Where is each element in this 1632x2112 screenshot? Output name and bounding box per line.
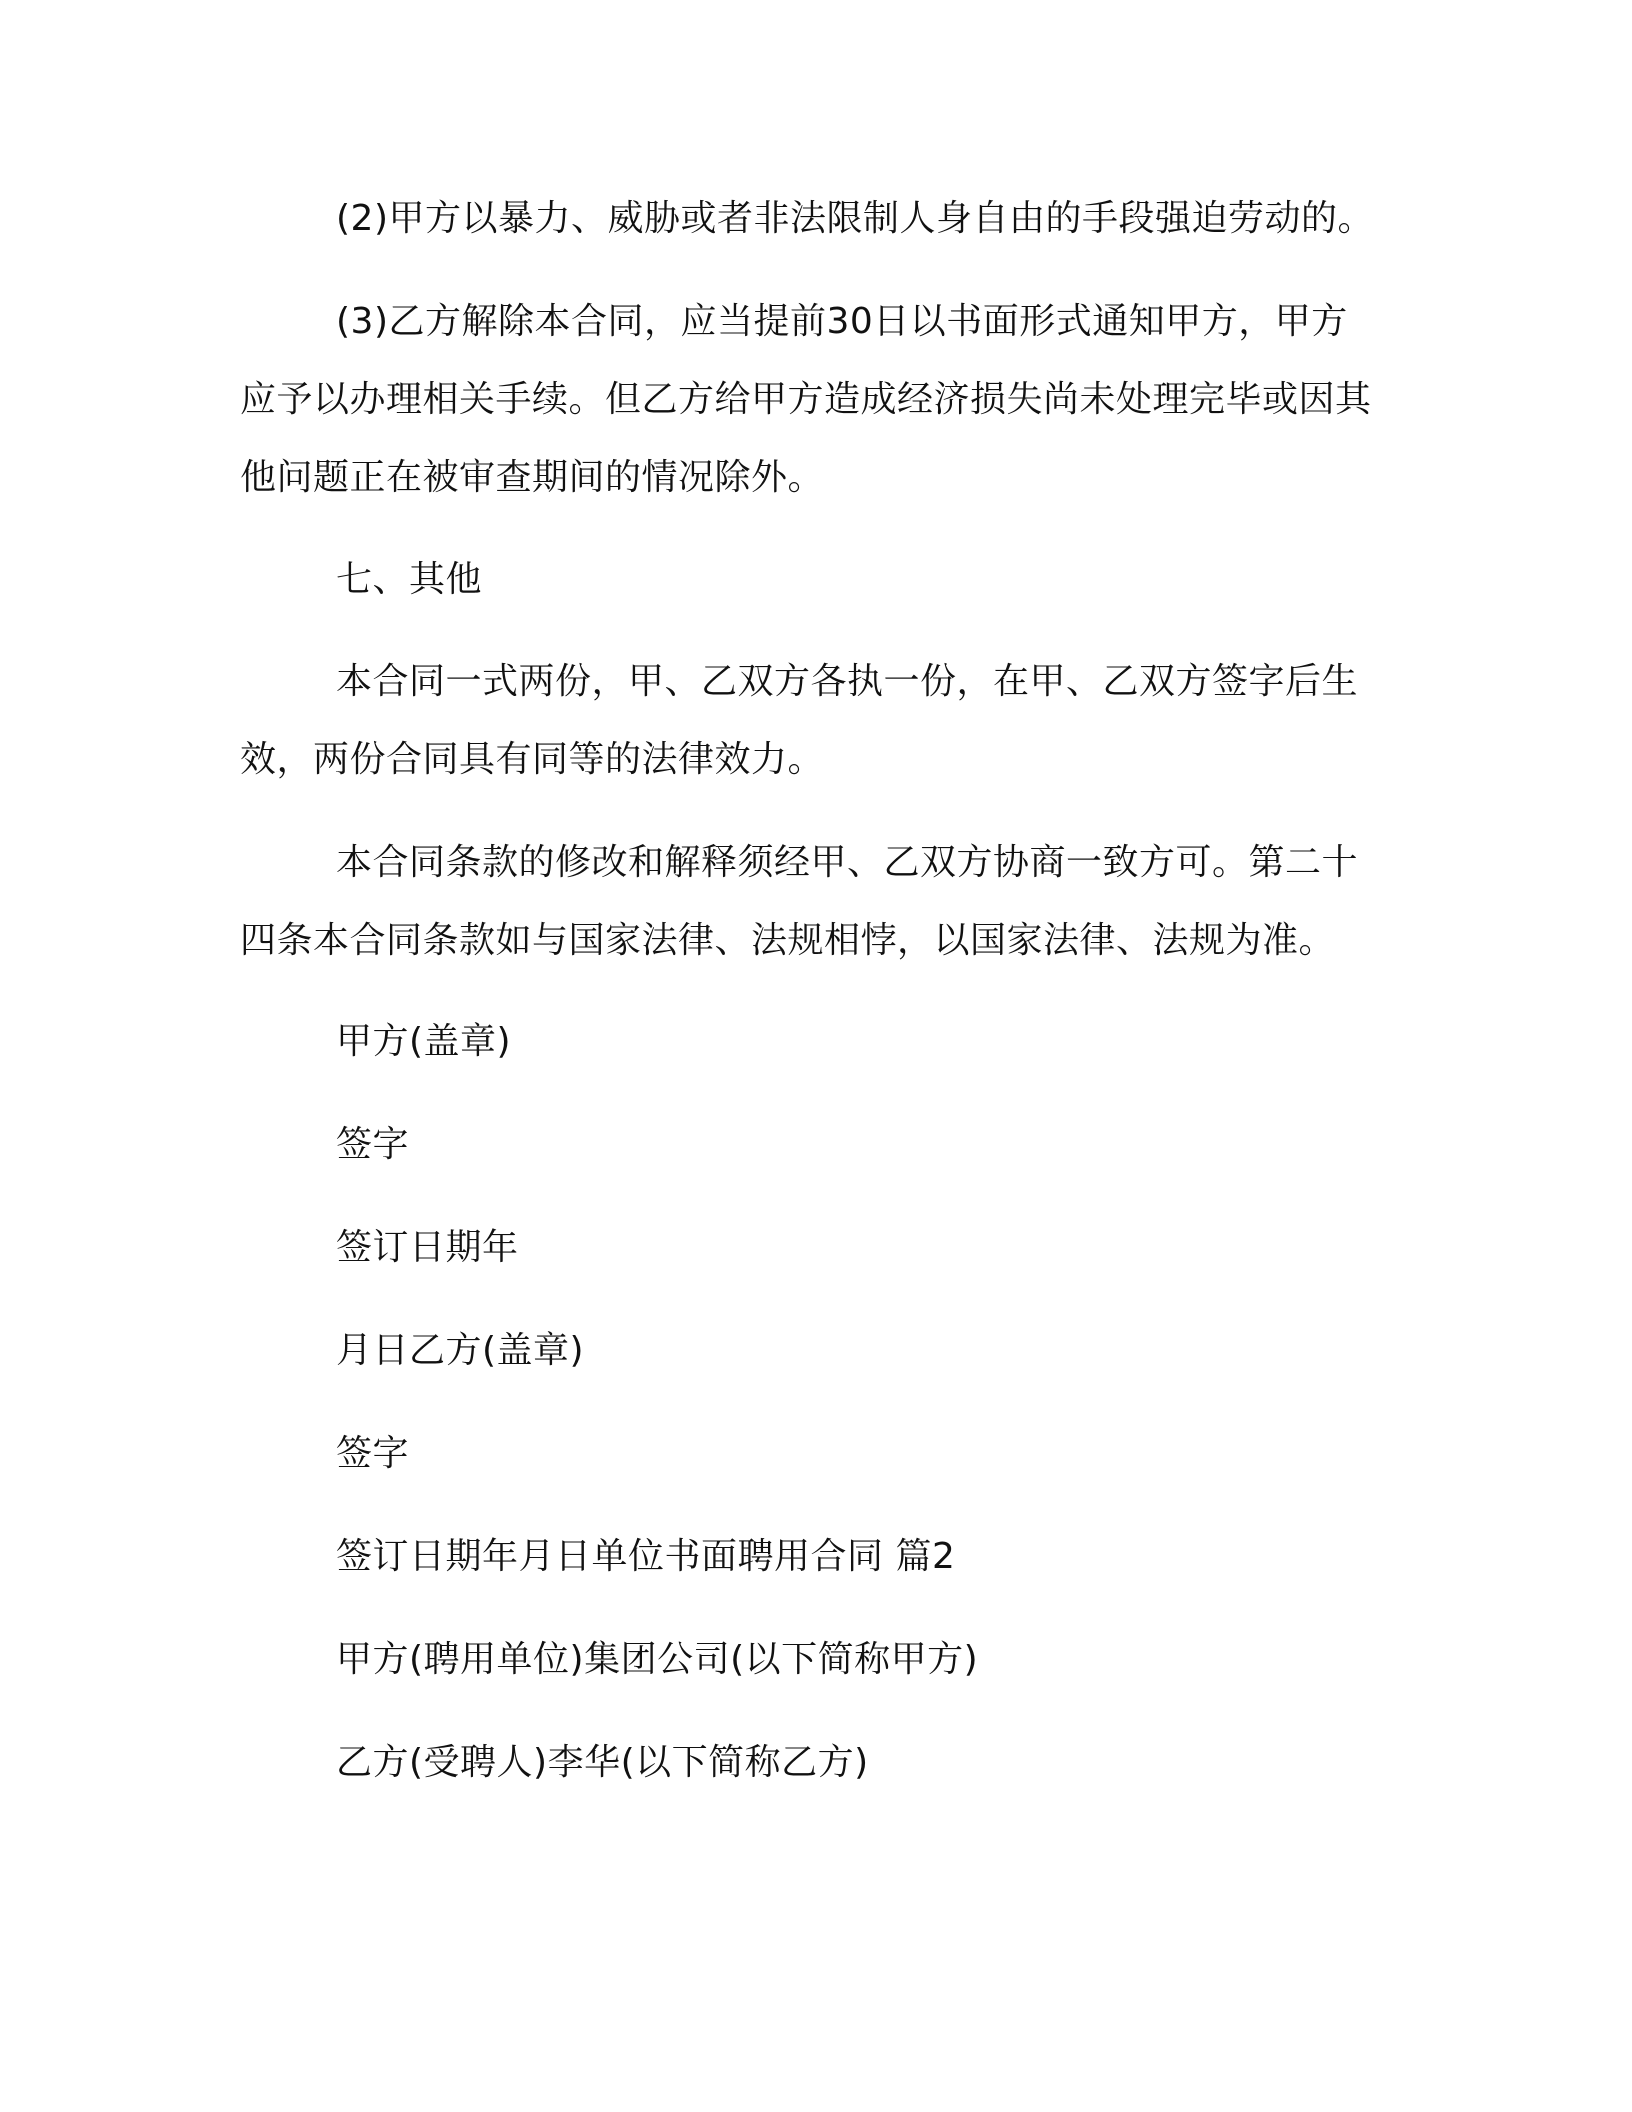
party-b-signature: 签字 bbox=[336, 1433, 410, 1474]
party-a-employer: 甲方(聘用单位)集团公司(以下简称甲方) bbox=[336, 1639, 979, 1680]
sign-date-and-next-contract-title: 签订日期年月日单位书面聘用合同 篇2 bbox=[336, 1536, 956, 1577]
paragraph-amendment: 本合同条款的修改和解释须经甲、乙双方协商一致方可。第二十四条本合同条款如与国家法律、法规相悖，以国家法律、法规为准。 bbox=[240, 842, 1359, 961]
party-b-seal: 月日乙方(盖章) bbox=[336, 1330, 585, 1371]
party-a-seal: 甲方(盖章) bbox=[336, 1021, 512, 1062]
party-a-signature: 签字 bbox=[336, 1124, 410, 1165]
paragraph-clause-3: (3)乙方解除本合同，应当提前30日以书面形式通知甲方，甲方应予以办理相关手续。但乙方给甲方造成经济损失尚未处理完毕或因其他问题正在被审查期间的情况除外。 bbox=[240, 301, 1372, 498]
paragraph-copies: 本合同一式两份，甲、乙双方各执一份，在甲、乙双方签字后生效，两份合同具有同等的法律效力。 bbox=[240, 661, 1359, 780]
party-b-employee: 乙方(受聘人)李华(以下简称乙方) bbox=[336, 1742, 869, 1783]
section-heading-other: 七、其他 bbox=[336, 559, 483, 600]
paragraph-clause-2: (2)甲方以暴力、威胁或者非法限制人身自由的手段强迫劳动的。 bbox=[336, 198, 1374, 239]
party-a-sign-date: 签订日期年 bbox=[336, 1227, 519, 1268]
